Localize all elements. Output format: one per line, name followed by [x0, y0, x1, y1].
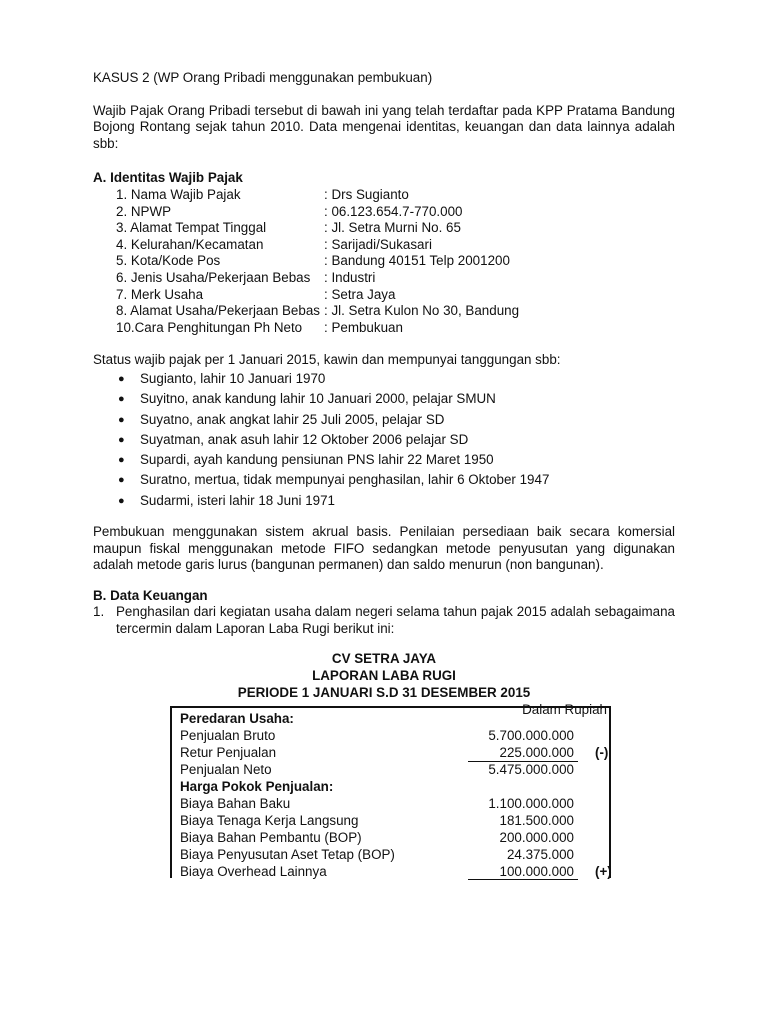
list-item [118, 491, 675, 511]
identity-value: : Setra Jaya [324, 286, 396, 302]
row-label: Retur Penjualan [180, 745, 277, 760]
identity-label: 10.Cara Penghitungan Ph Neto [116, 319, 303, 335]
row-operator: (+) [595, 864, 612, 879]
dependent-text: Supardi, ayah kandung pensiunan PNS lahir 22 Maret 1950 [140, 452, 494, 468]
bullet-icon: ● [118, 494, 125, 507]
row-value: 5.700.000.000 [488, 728, 574, 743]
list-item [118, 430, 675, 450]
row-label: Biaya Bahan Baku [180, 796, 291, 811]
report-title: LAPORAN LABA RUGI [312, 667, 456, 683]
intro-paragraph: Wajib Pajak Orang Pribadi tersebut di bawah ini yang telah terdaftar pada KPP Pratama Bandung Bojong Rontang sejak tahun 2010. Data mengenai identitas, keuangan dan data lainnya adalah sbb: [93, 102, 675, 151]
identity-row [116, 320, 675, 337]
report-period: PERIODE 1 JANUARI S.D 31 DESEMBER 2015 [237, 684, 531, 700]
table-row [180, 863, 612, 880]
row-label: Biaya Penyusutan Aset Tetap (BOP) [180, 847, 395, 862]
item-number: 1. [93, 604, 105, 620]
dependent-text: Sudarmi, isteri lahir 18 Juni 1971 [140, 492, 336, 508]
currency-note: Dalam Rupiah [522, 701, 607, 717]
financial-item [93, 604, 675, 637]
identity-row [116, 253, 675, 270]
row-value: 200.000.000 [499, 830, 574, 845]
identity-label: 2. NPWP [116, 203, 172, 219]
identity-label: 3. Alamat Tempat Tinggal [116, 220, 267, 236]
bullet-icon: ● [118, 413, 125, 426]
dependent-text: Suyitno, anak kandung lahir 10 Januari 2000, pelajar SMUN [140, 391, 496, 407]
table-row [180, 744, 607, 761]
identity-label: 4. Kelurahan/Kecamatan [116, 236, 264, 252]
document-body [93, 70, 675, 718]
list-item [118, 470, 675, 490]
table-row [180, 727, 607, 744]
row-label: Peredaran Usaha: [180, 711, 294, 726]
bookkeeping-paragraph: Pembukuan menggunakan sistem akrual basis. Penilaian persediaan baik secara komersial maupun fiskal menggunakan metode FIFO sedangkan metode penyusutan yang digunakan adalah metode garis lurus (bangunan permanen) dan saldo menurun (non bangunan). [93, 523, 675, 573]
row-value: 181.500.000 [499, 813, 574, 828]
row-value: 225.000.000 [499, 745, 574, 760]
bullet-icon: ● [118, 474, 125, 487]
identity-row [116, 187, 675, 204]
dependent-text: Sugianto, lahir 10 Januari 1970 [140, 370, 326, 386]
row-label: Biaya Overhead Lainnya [180, 864, 327, 879]
identity-label: 8. Alamat Usaha/Pekerjaan Bebas [116, 303, 320, 319]
item-text: Penghasilan dari kegiatan usaha dalam negeri selama tahun pajak 2015 adalah sebagaimana tercermin dalam Laporan Laba Rugi berikut ini: [116, 604, 675, 636]
table-row [180, 812, 607, 829]
list-item [118, 410, 675, 430]
dependent-text: Suyatno, anak angkat lahir 25 Juli 2005, pelajar SD [140, 411, 445, 427]
identity-value: : Industri [324, 269, 376, 285]
income-statement-table [170, 706, 611, 878]
case-title: KASUS 2 (WP Orang Pribadi menggunakan pembukuan) [93, 70, 433, 85]
row-value: 5.475.000.000 [488, 762, 574, 777]
identity-row [116, 220, 675, 237]
identity-value: : Jl. Setra Kulon No 30, Bandung [324, 303, 520, 319]
table-row [180, 795, 607, 812]
list-item [118, 389, 675, 409]
identity-label: 6. Jenis Usaha/Pekerjaan Bebas [116, 269, 311, 285]
table-row [180, 829, 607, 846]
company-name: CV SETRA JAYA [331, 650, 437, 666]
table-row [180, 778, 607, 795]
bullet-icon: ● [118, 454, 125, 467]
identity-list [116, 187, 675, 336]
identity-label: 7. Merk Usaha [116, 286, 204, 302]
row-label: Penjualan Neto [180, 762, 272, 777]
row-label: Biaya Tenaga Kerja Langsung [180, 813, 359, 828]
bullet-icon: ● [118, 393, 125, 406]
table-row [180, 846, 607, 863]
identity-value: : Pembukuan [324, 319, 403, 335]
row-operator: (-) [595, 745, 609, 760]
dependent-text: Suyatman, anak asuh lahir 12 Oktober 2006 pelajar SD [140, 431, 469, 447]
row-value: 24.375.000 [506, 847, 574, 862]
row-label: Harga Pokok Penjualan: [180, 779, 334, 794]
bullet-icon: ● [118, 433, 125, 446]
total-line [468, 879, 578, 880]
identity-row [116, 303, 675, 320]
row-value: 1.100.000.000 [488, 796, 574, 811]
identity-row [116, 237, 675, 254]
dependent-text: Suratno, mertua, tidak mempunyai penghasilan, lahir 6 Oktober 1947 [140, 472, 550, 488]
identity-label: 5. Kota/Kode Pos [116, 253, 221, 269]
identity-row [116, 287, 675, 304]
report-header [93, 650, 675, 701]
identity-value: : 06.123.654.7-770.000 [324, 203, 463, 219]
list-item [118, 450, 675, 470]
row-label: Biaya Bahan Pembantu (BOP) [180, 830, 362, 845]
status-text: Status wajib pajak per 1 Januari 2015, kawin dan mempunyai tanggungan sbb: [93, 352, 561, 368]
identity-row [116, 204, 675, 221]
identity-value: : Jl. Setra Murni No. 65 [324, 220, 461, 236]
identity-value: : Drs Sugianto [324, 186, 409, 202]
row-label: Penjualan Bruto [180, 728, 276, 743]
identity-value: : Bandung 40151 Telp 2001200 [324, 253, 510, 269]
table-row [180, 710, 607, 727]
identity-value: : Sarijadi/Sukasari [324, 236, 432, 252]
section-b-title: B. Data Keuangan [93, 587, 208, 603]
list-item [118, 369, 675, 389]
table-row [180, 761, 607, 778]
bullet-icon: ● [118, 372, 125, 385]
identity-row [116, 270, 675, 287]
row-value: 100.000.000 [499, 864, 574, 879]
dependents-list [118, 369, 675, 511]
section-a-title: A. Identitas Wajib Pajak [93, 170, 243, 186]
identity-label: 1. Nama Wajib Pajak [116, 186, 241, 202]
